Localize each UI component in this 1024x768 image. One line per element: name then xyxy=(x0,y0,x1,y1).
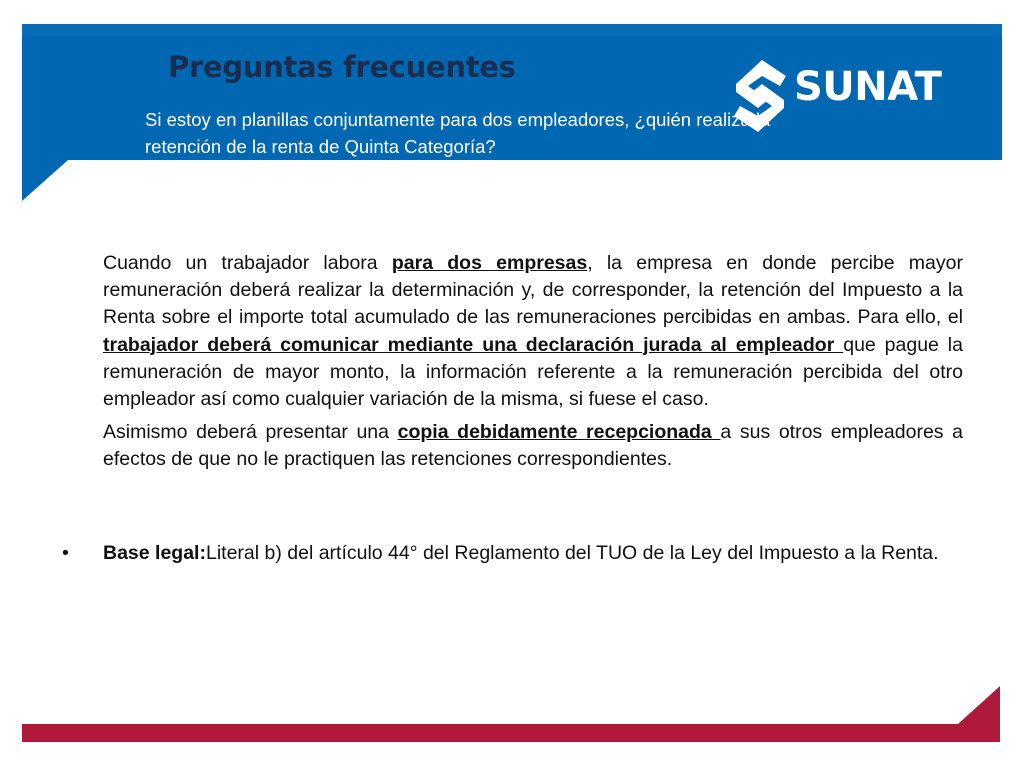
emphasis-two-companies: para dos empresas xyxy=(391,252,588,274)
emphasis-sworn-declaration: trabajador deberá comunicar mediante una declaración jurada al empleador xyxy=(103,333,844,356)
legal-basis-text: Literal b) del artículo 44° del Reglamento del TUO de la Ley del Impuesto a la Renta. xyxy=(205,542,939,564)
bullet: • xyxy=(62,542,69,564)
body-content xyxy=(103,250,963,474)
paragraph-2: Asimismo deberá presentar una copia debidamente recepcionada a sus otros empleadores a efectos de que no le practiquen las retenciones correspondientes. xyxy=(103,421,963,471)
emphasis-received-copy: copia debidamente recepcionada xyxy=(397,421,721,444)
page-title: Preguntas frecuentes xyxy=(168,50,516,84)
logo-text: SUNAT xyxy=(794,64,942,110)
footer-band xyxy=(0,684,1024,768)
paragraph-1: Cuando un trabajador labora para dos empresas, la empresa en donde percibe mayor remuneración deberá realizar la determinación y, de corresponder, la retención del Impuesto a la Renta sobre el importe total acumulado de las remuneraciones percibidas en ambas. Para ello, el trabajador deberá comunicar mediante una declaración jurada al empleador que pague la remuneración de mayor monto, la información referente a la remuneración percibida del otro empleador así como cualquier variación de la misma, si fuese el caso. xyxy=(103,252,963,411)
legal-basis-label: Base legal: xyxy=(103,542,206,564)
page-subtitle: Si estoy en planillas conjuntamente para dos empleadores, ¿quién realiza la retención de la renta de Quinta Categoría? xyxy=(145,109,771,157)
legal-basis-item xyxy=(62,540,964,567)
